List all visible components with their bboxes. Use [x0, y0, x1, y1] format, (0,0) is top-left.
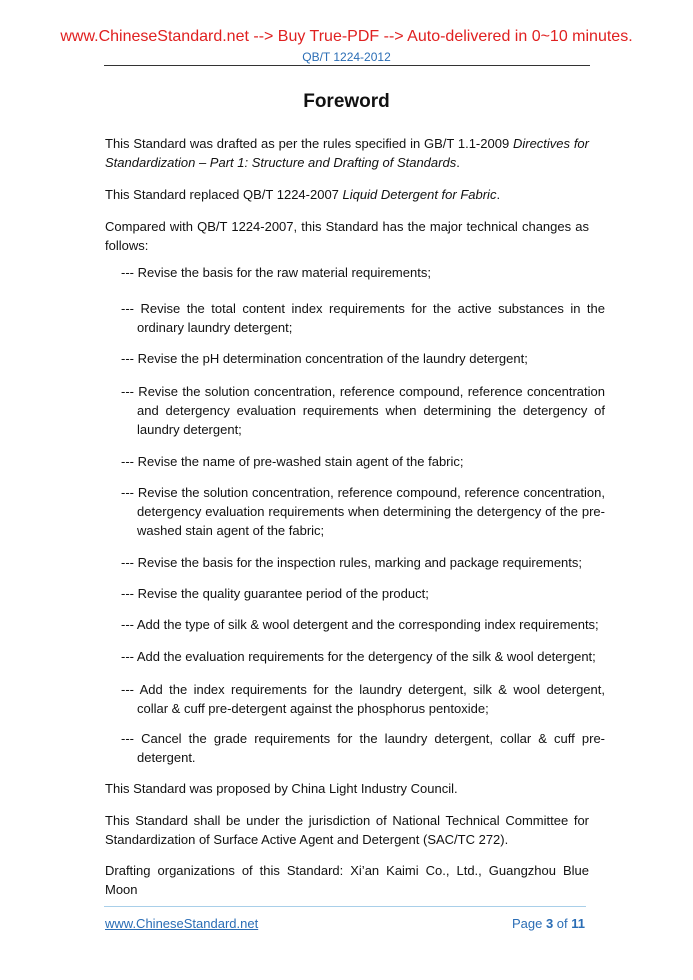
document-title: Directives for Standardization – Part 1: Structure and Drafting of Standards: [105, 136, 589, 170]
list-item: --- Revise the pH determination concentration of the laundry detergent;: [121, 351, 528, 366]
text: This Standard was drafted as per the rules specified in GB/T 1.1-2009: [105, 136, 513, 151]
list-item: --- Cancel the grade requirements for the laundry detergent, collar & cuff pre-detergent.: [121, 731, 605, 765]
promo-banner[interactable]: www.ChineseStandard.net --> Buy True-PDF --> Auto-delivered in 0~10 minutes.: [60, 28, 633, 45]
list-item: --- Revise the solution concentration, reference compound, reference concentration, detergency evaluation requirements when determining the detergency of the pre-washed stain agent of the fabric;: [121, 485, 605, 538]
list-item: --- Add the index requirements for the laundry detergent, silk & wool detergent, collar & cuff pre-detergent against the phosphorus pentoxide;: [121, 682, 605, 716]
page-label: Page: [511, 916, 546, 931]
standard-code: QB/T 1224-2012: [302, 50, 391, 64]
paragraph-drafting-orgs: Drafting organizations of this Standard: Xi’an Kaimi Co., Ltd., Guangzhou Blue Moon: [105, 863, 589, 897]
footer-divider: [104, 906, 586, 907]
footer-link[interactable]: www.ChineseStandard.net: [105, 916, 259, 931]
paragraph-jurisdiction: This Standard shall be under the jurisdiction of National Technical Committee for Standardization of Surface Active Agent and Detergent (SAC/TC 272).: [105, 813, 589, 847]
list-item: --- Revise the basis for the raw material requirements;: [121, 265, 431, 280]
header-divider: [104, 65, 590, 66]
of-label: of: [553, 916, 572, 931]
total-pages: 11: [571, 916, 585, 931]
list-item: --- Revise the basis for the inspection rules, marking and package requirements;: [121, 555, 582, 570]
text: .: [496, 187, 501, 202]
page-title: Foreword: [303, 91, 390, 112]
document-title: Liquid Detergent for Fabric: [342, 187, 497, 202]
list-item: --- Revise the name of pre-washed stain agent of the fabric;: [121, 454, 464, 469]
current-page: 3: [545, 916, 554, 931]
text: .: [456, 155, 460, 170]
paragraph-proposed: This Standard was proposed by China Light Industry Council.: [105, 781, 458, 796]
list-item: --- Revise the total content index requirements for the active substances in the ordinary laundry detergent;: [121, 301, 605, 335]
list-item: --- Add the type of silk & wool detergent and the corresponding index requirements;: [121, 617, 599, 632]
list-item: --- Add the evaluation requirements for the detergency of the silk & wool detergent;: [121, 649, 596, 664]
paragraph-drafting-rules: [105, 134, 589, 172]
paragraph-replaced: [105, 185, 589, 204]
list-item: --- Revise the solution concentration, reference compound, reference concentration and detergency evaluation requirements when determining the detergency of laundry detergent;: [121, 384, 605, 437]
paragraph-changes-intro: Compared with QB/T 1224-2007, this Standard has the major technical changes as follows:: [105, 219, 589, 253]
page-indicator: [512, 916, 585, 931]
list-item: --- Revise the quality guarantee period of the product;: [121, 586, 429, 601]
text: This Standard replaced QB/T 1224-2007: [105, 187, 343, 202]
